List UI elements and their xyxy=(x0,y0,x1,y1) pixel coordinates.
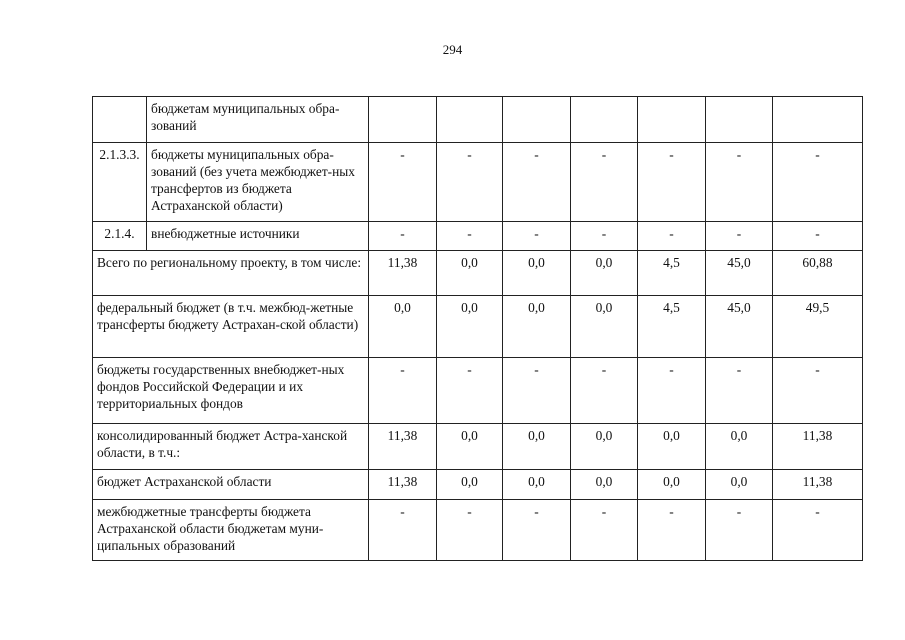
table-row xyxy=(93,358,863,424)
value-cell: - xyxy=(773,222,863,251)
table-row xyxy=(93,251,863,296)
value-cell: - xyxy=(369,222,437,251)
value-cell: - xyxy=(706,358,773,424)
value-cell: 0,0 xyxy=(571,251,638,296)
row-code: 2.1.3.3. xyxy=(93,143,147,222)
value-cell: 4,5 xyxy=(638,296,706,358)
value-cell xyxy=(706,97,773,143)
row-code xyxy=(93,97,147,143)
value-cell: 0,0 xyxy=(638,470,706,500)
table-row xyxy=(93,97,863,143)
value-cell: 0,0 xyxy=(437,424,503,470)
value-cell: 45,0 xyxy=(706,251,773,296)
value-cell: - xyxy=(571,143,638,222)
value-cell: 0,0 xyxy=(503,424,571,470)
value-cell: 0,0 xyxy=(503,296,571,358)
row-label: бюджеты муниципальных обра-зований (без учета межбюджет-ных трансфертов из бюджета Астраханской области) xyxy=(147,143,369,222)
value-cell: 11,38 xyxy=(369,251,437,296)
value-cell: - xyxy=(571,222,638,251)
table-row xyxy=(93,424,863,470)
value-cell: 0,0 xyxy=(706,424,773,470)
value-cell: - xyxy=(638,222,706,251)
value-cell xyxy=(503,97,571,143)
value-cell: 45,0 xyxy=(706,296,773,358)
table-row xyxy=(93,143,863,222)
row-label: внебюджетные источники xyxy=(147,222,369,251)
value-cell: 11,38 xyxy=(369,470,437,500)
value-cell: - xyxy=(369,358,437,424)
value-cell: 11,38 xyxy=(369,424,437,470)
value-cell: 4,5 xyxy=(638,251,706,296)
value-cell: 49,5 xyxy=(773,296,863,358)
value-cell: - xyxy=(706,222,773,251)
value-cell: 0,0 xyxy=(706,470,773,500)
budget-table-body xyxy=(93,97,863,561)
value-cell: 0,0 xyxy=(503,470,571,500)
value-cell: - xyxy=(503,222,571,251)
value-cell: 0,0 xyxy=(571,296,638,358)
value-cell: 11,38 xyxy=(773,470,863,500)
row-label: межбюджетные трансферты бюджета Астраханской области бюджетам муни-ципальных образований xyxy=(93,500,369,561)
value-cell: - xyxy=(773,143,863,222)
value-cell xyxy=(571,97,638,143)
value-cell: - xyxy=(503,143,571,222)
value-cell: - xyxy=(437,222,503,251)
value-cell: 0,0 xyxy=(571,470,638,500)
value-cell: - xyxy=(369,500,437,561)
value-cell: - xyxy=(503,358,571,424)
value-cell: - xyxy=(437,500,503,561)
value-cell xyxy=(638,97,706,143)
table-row xyxy=(93,500,863,561)
value-cell xyxy=(437,97,503,143)
page-number: 294 xyxy=(442,42,463,57)
row-label: бюджет Астраханской области xyxy=(93,470,369,500)
value-cell: - xyxy=(437,358,503,424)
row-label: федеральный бюджет (в т.ч. межбюд-жетные трансферты бюджету Астрахан-ской области) xyxy=(93,296,369,358)
value-cell: - xyxy=(437,143,503,222)
value-cell: - xyxy=(638,358,706,424)
budget-table xyxy=(92,96,863,561)
value-cell: 0,0 xyxy=(437,470,503,500)
value-cell: - xyxy=(369,143,437,222)
row-label: Всего по региональному проекту, в том числе: xyxy=(93,251,369,296)
value-cell: - xyxy=(706,143,773,222)
value-cell xyxy=(773,97,863,143)
value-cell: - xyxy=(773,500,863,561)
value-cell: - xyxy=(571,500,638,561)
table-row xyxy=(93,222,863,251)
value-cell: - xyxy=(638,143,706,222)
value-cell: 0,0 xyxy=(369,296,437,358)
table-row xyxy=(93,296,863,358)
value-cell: 0,0 xyxy=(437,296,503,358)
row-code: 2.1.4. xyxy=(93,222,147,251)
table-row xyxy=(93,470,863,500)
value-cell: - xyxy=(503,500,571,561)
value-cell: - xyxy=(571,358,638,424)
value-cell: 0,0 xyxy=(638,424,706,470)
row-label: бюджетам муниципальных обра-зований xyxy=(147,97,369,143)
row-label: бюджеты государственных внебюджет-ных фондов Российской Федерации и их территориальных фондов xyxy=(93,358,369,424)
value-cell: 60,88 xyxy=(773,251,863,296)
value-cell: 0,0 xyxy=(571,424,638,470)
value-cell xyxy=(369,97,437,143)
value-cell: 0,0 xyxy=(437,251,503,296)
value-cell: - xyxy=(773,358,863,424)
value-cell: - xyxy=(706,500,773,561)
row-label: консолидированный бюджет Астра-ханской области, в т.ч.: xyxy=(93,424,369,470)
value-cell: 0,0 xyxy=(503,251,571,296)
value-cell: 11,38 xyxy=(773,424,863,470)
value-cell: - xyxy=(638,500,706,561)
